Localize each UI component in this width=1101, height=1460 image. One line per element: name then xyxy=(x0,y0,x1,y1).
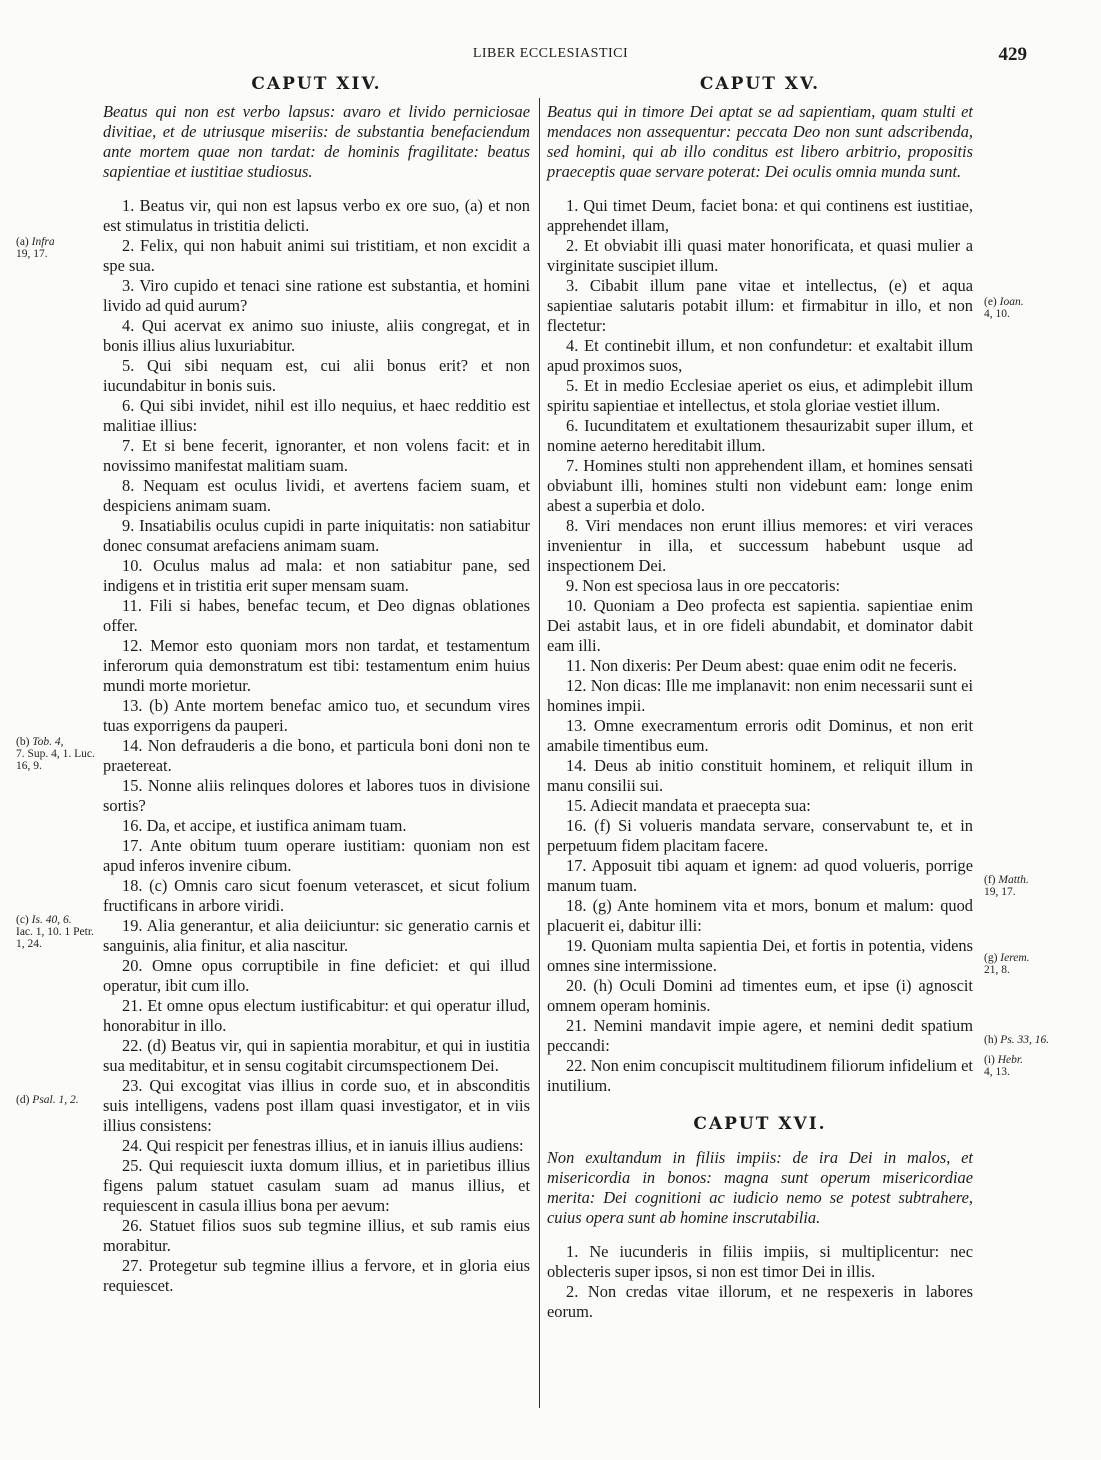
verse: 16. Da, et accipe, et iustifica animam tuam. xyxy=(122,816,407,835)
note-loc: Iac. 1, 10. 1 Petr. 1, 24. xyxy=(16,926,94,950)
verse: 24. Qui respicit per fenestras illius, et in ianuis illius audiens: xyxy=(122,1136,524,1155)
page-number: 429 xyxy=(998,44,1027,65)
running-title: LIBER ECCLESIASTICI xyxy=(472,46,629,61)
verse: 13. (b) Ante mortem benefac amico tuo, et secundum vires tuas exporrigens da pauperi. xyxy=(103,696,530,735)
margin-note xyxy=(984,1054,1066,1078)
verse: 13. Omne execramentum erroris odit Dominus, et non erit amabile timentibus eum. xyxy=(547,716,973,755)
verse: 21. Et omne opus electum iustificabitur: et qui operatur illud, honorabitur in illo. xyxy=(103,996,530,1035)
note-mark: (i) xyxy=(984,1054,995,1066)
verse: 12. Non dicas: Ille me implanavit: non enim necessarii sunt ei homines impii. xyxy=(547,676,973,715)
verse: 9. Insatiabilis oculus cupidi in parte iniquitatis: non satiabitur donec consumat arefaciens animam suam. xyxy=(103,516,530,555)
verse: 26. Statuet filios suos sub tegmine illius, et sub ramis eius morabitur. xyxy=(103,1216,530,1255)
verse: 8. Viri mendaces non erunt illius memores: et viri veraces invenientur in illa, et successum habebunt usque ad inspectionem Dei. xyxy=(547,516,973,575)
verse: 11. Non dixeris: Per Deum abest: quae enim odit ne feceris. xyxy=(566,656,957,675)
note-loc: 21, 8. xyxy=(984,964,1010,976)
verse: 4. Et continebit illum, et non confundetur: et exaltabit illum apud proximos suos, xyxy=(547,336,973,375)
note-loc: 19, 17. xyxy=(984,886,1016,898)
note-ref: Ierem. xyxy=(1000,952,1030,964)
note-ref: Ps. 33, 16. xyxy=(1000,1034,1050,1046)
verse: 27. Protegetur sub tegmine illius a fervore, et in gloria eius requiescet. xyxy=(103,1256,530,1295)
verse: 15. Nonne aliis relinques dolores et labores tuos in divisione sortis? xyxy=(103,776,530,815)
chapter-title: CAPUT XIV. xyxy=(251,74,382,94)
note-ref: Hebr. xyxy=(997,1054,1023,1066)
verse: 21. Nemini mandavit impie agere, et nemini dedit spatium peccandi: xyxy=(547,1016,973,1055)
verse: 1. Beatus vir, qui non est lapsus verbo ex ore suo, (a) et non est stimulatus in tristitia delicti. xyxy=(103,196,530,235)
verse: 19. Quoniam multa sapientia Dei, et fortis in potentia, videns omnes sine intermissione. xyxy=(547,936,973,975)
note-loc: 7. Sup. 4, 1. Luc. 16, 9. xyxy=(16,748,95,772)
margin-note xyxy=(16,914,98,950)
note-loc: 19, 17. xyxy=(16,248,48,260)
note-mark: (e) xyxy=(984,296,997,308)
verse: 7. Homines stulti non apprehendent illam, et homines sensati obviabunt illi, homines stulti non videbunt eam: longe enim abest a superbia et dolo. xyxy=(547,456,973,515)
verse: 5. Et in medio Ecclesiae aperiet os eius, et adimplebit illum spiritu sapientiae et intellectus, et stola gloriae vestiet illum. xyxy=(547,376,973,415)
verse: 22. Non enim concupiscit multitudinem filiorum infidelium et inutilium. xyxy=(547,1056,973,1095)
verse: 22. (d) Beatus vir, qui in sapientia morabitur, et qui in iustitia sua meditabitur, et in sensu cogitabit circumspectionem Dei. xyxy=(103,1036,530,1075)
note-ref: Ioan. xyxy=(999,296,1024,308)
margin-note xyxy=(984,874,1066,898)
note-ref: Is. 40, 6. xyxy=(31,914,72,926)
margin-note xyxy=(16,1094,98,1106)
verse: 25. Qui requiescit iuxta domum illius, et in parietibus illius figens palum statuet casulam suam ad manus illius, et requiescent in casula illius bona per aevum: xyxy=(103,1156,530,1215)
left-column xyxy=(103,70,530,1296)
verse: 14. Non defrauderis a die bono, et particula boni doni non te praetereat. xyxy=(103,736,530,775)
margin-note xyxy=(984,296,1066,320)
note-mark: (b) xyxy=(16,736,30,748)
verse: 20. (h) Oculi Domini ad timentes eum, et ipse (i) agnoscit omnem operam hominis. xyxy=(547,976,973,1015)
verse: 3. Cibabit illum pane vitae et intellectus, (e) et aqua sapientiae salutaris potabit illum: et firmabitur in illo, et non flectetur: xyxy=(547,276,973,335)
verse: 17. Ante obitum tuum operare iustitiam: quoniam non est apud inferos invenire cibum. xyxy=(103,836,530,875)
right-column xyxy=(547,70,973,1322)
verse: 17. Apposuit tibi aquam et ignem: ad quod volueris, porrige manum tuam. xyxy=(547,856,973,895)
verse: 12. Memor esto quoniam mors non tardat, et testamentum inferorum quia demonstratum est tibi: testamentum enim huius mundi morte morietur. xyxy=(103,636,530,695)
verse-list xyxy=(547,196,973,1096)
margin-note xyxy=(984,952,1066,976)
verse: 11. Fili si habes, benefac tecum, et Deo dignas oblationes offer. xyxy=(103,596,530,635)
note-ref: Tob. 4, xyxy=(32,736,64,748)
verse: 6. Iucunditatem et exultationem thesaurizabit super illum, et nomine aeterno hereditabit illum. xyxy=(547,416,973,455)
note-loc: 4, 10. xyxy=(984,308,1010,320)
margin-note xyxy=(984,1034,1066,1046)
verse: 1. Qui timet Deum, faciet bona: et qui continens est iustitiae, apprehendet illam, xyxy=(547,196,973,235)
note-mark: (h) xyxy=(984,1034,998,1046)
verse: 19. Alia generantur, et alia deiiciuntur: sic generatio carnis et sanguinis, alia finitur, et alia nascitur. xyxy=(103,916,530,955)
verse: 14. Deus ab initio constituit hominem, et reliquit illum in manu consilii sui. xyxy=(547,756,973,795)
verse: 18. (c) Omnis caro sicut foenum veterascet, et sicut folium fructificans in arbore viridi. xyxy=(103,876,530,915)
verse: 10. Quoniam a Deo profecta est sapientia. sapientiae enim Dei astabit laus, et in ore fideli abundabit, et dominator dabit eam illi. xyxy=(547,596,973,655)
verse: 20. Omne opus corruptibile in fine deficiet: et qui illud operatur, ibit cum illo. xyxy=(103,956,530,995)
verse: 15. Adiecit mandata et praecepta sua: xyxy=(566,796,811,815)
verse: 2. Felix, qui non habuit animi sui tristitiam, et non excidit a spe sua. xyxy=(103,236,530,275)
verse: 8. Nequam est oculus lividi, et avertens faciem suam, et despiciens animam suam. xyxy=(103,476,530,515)
verse: 3. Viro cupido et tenaci sine ratione est substantia, et homini livido ad quid aurum? xyxy=(103,276,530,315)
note-ref: Matth. xyxy=(998,874,1029,886)
note-ref: Psal. 1, 2. xyxy=(32,1094,79,1106)
verse-list xyxy=(547,1242,973,1322)
verse: 7. Et si bene fecerit, ignoranter, et non volens facit: et in novissimo manifestat malitiam suam. xyxy=(103,436,530,475)
chapter-summary: Non exultandum in filiis impiis: de ira Dei in malos, et misericordia in bonos: magna sunt operum misericordiae merita: Dei cognitioni ac iudicio nemo se potest subtrahere, cuius opera sunt ab homine inscrutabilia. xyxy=(547,1148,973,1227)
verse: 1. Ne iucunderis in filiis impiis, si multiplicentur: nec oblecteris super ipsos, si non est timor Dei in illis. xyxy=(547,1242,973,1281)
verse: 16. (f) Si volueris mandata servare, conservabunt te, et in perpetuum fidem placitam facere. xyxy=(547,816,973,855)
note-mark: (d) xyxy=(16,1094,30,1106)
verse: 18. (g) Ante hominem vita et mors, bonum et malum: quod placuerit ei, dabitur illi: xyxy=(547,896,973,935)
note-mark: (g) xyxy=(984,952,998,964)
verse: 6. Qui sibi invidet, nihil est illo nequius, et haec redditio est malitiae illius: xyxy=(103,396,530,435)
verse: 2. Non credas vitae illorum, et ne respexeris in labores eorum. xyxy=(547,1282,973,1321)
running-head xyxy=(0,44,1101,68)
chapter-title: CAPUT XVI. xyxy=(693,1114,827,1134)
note-mark: (f) xyxy=(984,874,996,886)
verse: 10. Oculus malus ad mala: et non satiabitur pane, sed indigens et in tristitia erit super mensam suam. xyxy=(103,556,530,595)
note-loc: 4, 13. xyxy=(984,1066,1010,1078)
chapter-title: CAPUT XV. xyxy=(699,74,821,94)
column-divider xyxy=(539,98,540,1408)
chapter-summary: Beatus qui in timore Dei aptat se ad sapientiam, quam stulti et mendaces non assequentur: peccata Deo non sunt adscribenda, sed homini, qui ab illo conditus est libero arbitrio, propositis praeceptis quae servare poterat: Dei oculis omnia munda sunt. xyxy=(547,102,973,181)
verse: 5. Qui sibi nequam est, cui alii bonus erit? et non iucundabitur in bonis suis. xyxy=(103,356,530,395)
note-mark: (a) xyxy=(16,236,29,248)
verse: 9. Non est speciosa laus in ore peccatoris: xyxy=(566,576,841,595)
note-ref: Infra xyxy=(31,236,55,248)
margin-note xyxy=(16,236,98,260)
verse: 2. Et obviabit illi quasi mater honorificata, et quasi mulier a virginitate suscipiet illum. xyxy=(547,236,973,275)
verse: 23. Qui excogitat vias illius in corde suo, et in absconditis suis intelligens, vadens post illam quasi investigator, et in viis illius consistens: xyxy=(103,1076,530,1135)
chapter-summary: Beatus qui non est verbo lapsus: avaro et livido perniciosae divitiae, et de utriusque miseriis: de substantia benefaciendum ante mortem quae non tardat: de hominis fragilitate: beatus sapientiae et iustitiae studiosus. xyxy=(103,102,530,181)
note-mark: (c) xyxy=(16,914,29,926)
margin-note xyxy=(16,736,98,772)
verse-list xyxy=(103,196,530,1296)
verse: 4. Qui acervat ex animo suo iniuste, aliis congregat, et in bonis illius alius luxuriabitur. xyxy=(103,316,530,355)
